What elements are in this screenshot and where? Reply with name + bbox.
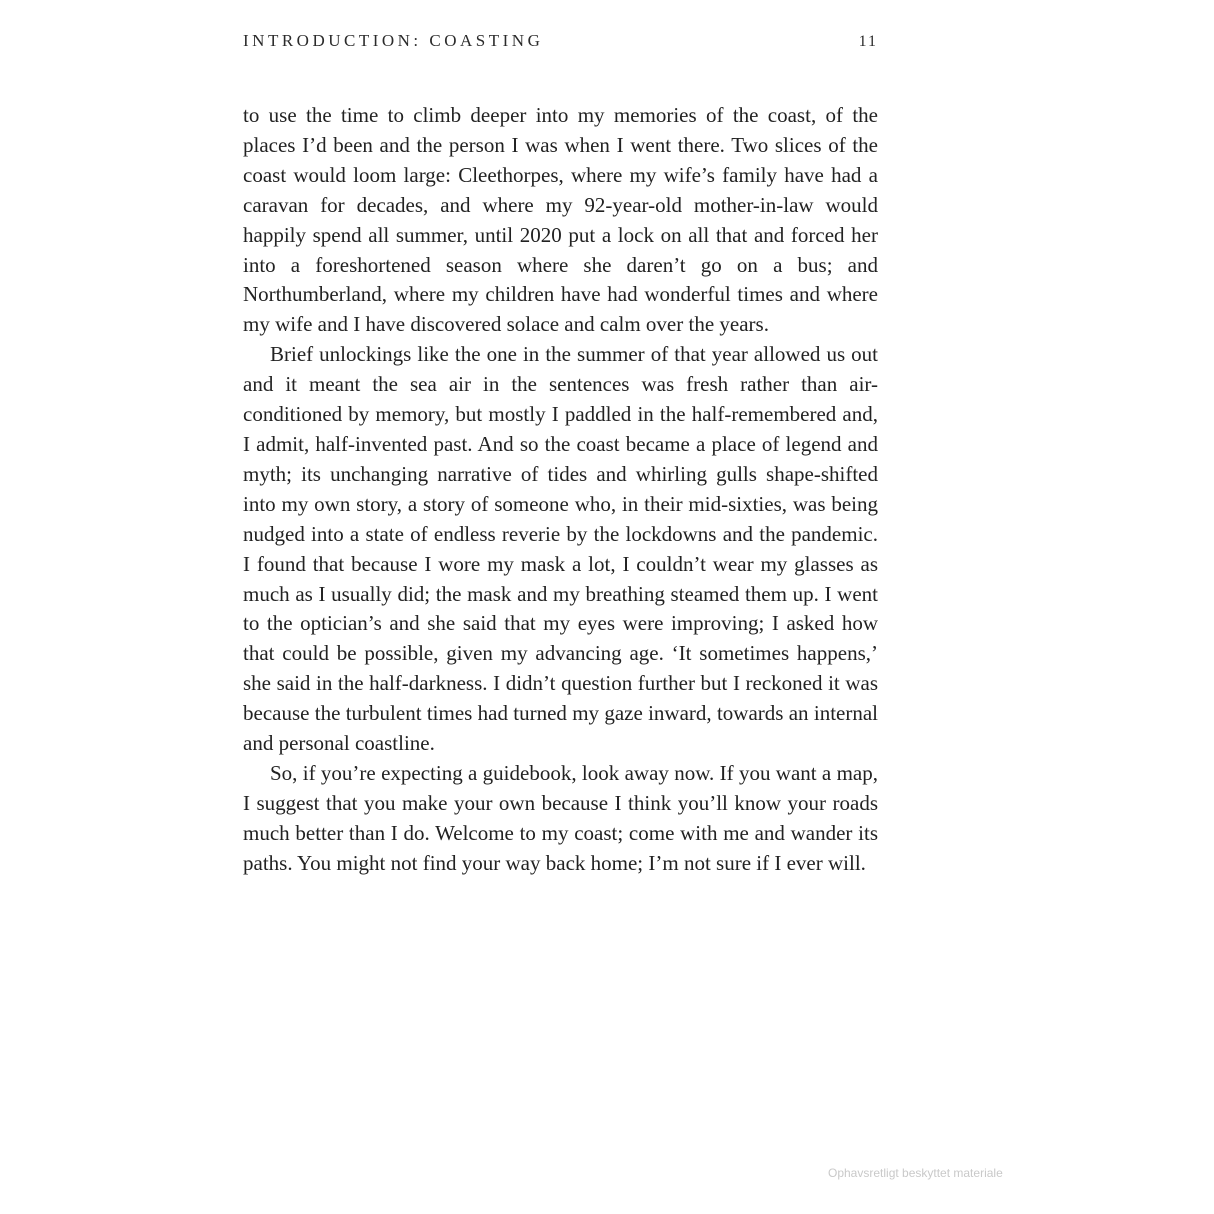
paragraph: to use the time to climb deeper into my memories of the coast, of the places I’d been and the person I was when I went there. Two slices of the coast would loom large: Cleethorpes, where my wife’s family have had a caravan for decades, and where my 92-year-old mother-in-law would happily spend all summer, until 2020 put a lock on all that and forced her into a foreshortened season where she daren’t go on a bus; and Northumberland, where my children have had wonderful times and where my wife and I have discovered solace and calm over the years. (243, 103, 878, 337)
chapter-running-title: INTRODUCTION: COASTING (243, 31, 544, 50)
running-header (243, 31, 878, 51)
body-text-column (243, 101, 878, 879)
copyright-watermark: Ophavsretligt beskyttet materiale (828, 1166, 1003, 1180)
paragraph: Brief unlockings like the one in the summer of that year allowed us out and it meant the sea air in the sentences was fresh rather than air-conditioned by memory, but mostly I paddled in the half-remembered and, I admit, half-invented past. And so the coast became a place of legend and myth; its unchanging narrative of tides and whirling gulls shape-shifted into my own story, a story of someone who, in their mid-sixties, was being nudged into a state of endless reverie by the lockdowns and the pandemic. I found that because I wore my mask a lot, I couldn’t wear my glasses as much as I usually did; the mask and my breathing steamed them up. I went to the optician’s and she said that my eyes were improving; I asked how that could be possible, given my advancing age. ‘It sometimes happens,’ she said in the half-darkness. I didn’t question further but I reckoned it was because the turbulent times had turned my gaze inward, towards an internal and personal coastline. (243, 342, 878, 756)
page-number: 11 (858, 33, 878, 50)
paragraph: So, if you’re expecting a guidebook, look away now. If you want a map, I suggest that you make your own because I think you’ll know your roads much better than I do. Welcome to my coast; come with me and wander its paths. You might not find your way back home; I’m not sure if I ever will. (243, 760, 878, 875)
